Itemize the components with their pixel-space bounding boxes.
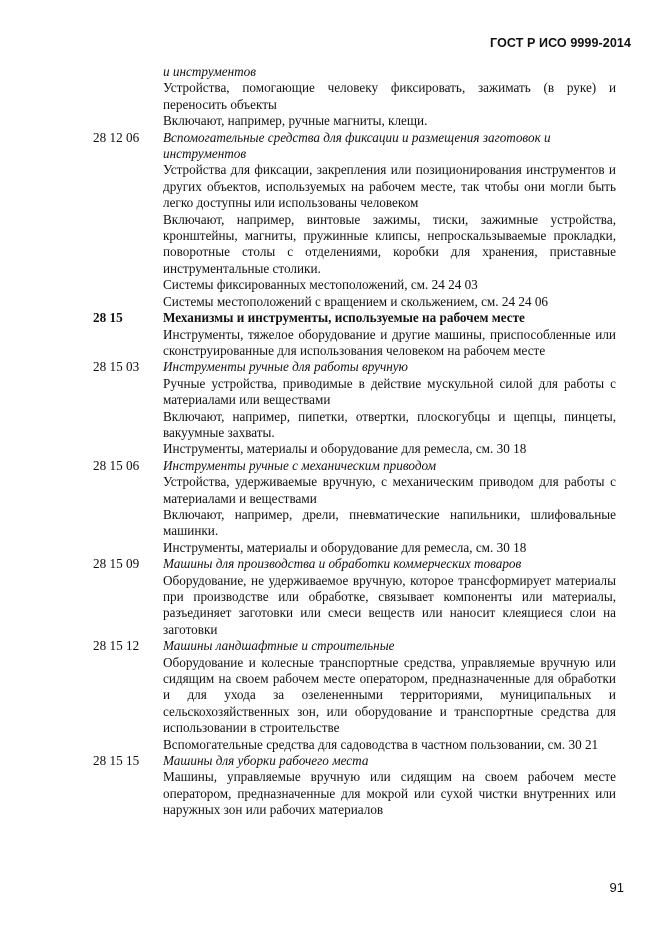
entries-list xyxy=(93,130,616,819)
entry-title: Машины для уборки рабочего места xyxy=(163,753,369,769)
entry-paragraph: Инструменты, материалы и оборудование для ремесла, см. 30 18 xyxy=(163,539,527,555)
entry-paragraph: Машины, управляемые вручную или сидящим на своем рабочем месте оператором, предназначенные для мокрой или сухой чистки внутренних или наружных зон или рабочих материалов xyxy=(163,769,616,818)
classification-entry xyxy=(93,556,616,638)
entry-paragraph: Включают, например, пипетки, отвертки, плоскогубцы и щепцы, пинцеты, вакуумные захваты. xyxy=(163,408,616,440)
entry-title: Инструменты ручные для работы вручную xyxy=(163,359,408,375)
entry-title: Машины ландшафтные и строительные xyxy=(163,638,395,654)
entry-code: 28 15 09 xyxy=(93,556,140,572)
entry-paragraph: Инструменты, материалы и оборудование для ремесла, см. 30 18 xyxy=(163,441,527,457)
entry-code: 28 15 03 xyxy=(93,359,140,375)
document-header: ГОСТ Р ИСО 9999-2014 xyxy=(490,36,631,50)
entry-paragraph: Ручные устройства, приводимые в действие мускульной силой для работы с материалами или веществами xyxy=(163,375,616,408)
entry-title: Инструменты ручные с механическим приводом xyxy=(163,457,437,473)
entry-code: 28 15 xyxy=(93,310,123,326)
classification-entry xyxy=(93,359,616,457)
entry-code: 28 15 15 xyxy=(93,753,140,769)
entry-paragraph: Системы фиксированных местоположений, см. 24 24 03 xyxy=(163,277,478,293)
entry-paragraph: Вспомогательные средства для садоводства в частном пользовании, см. 30 21 xyxy=(163,736,599,752)
entry-code: 28 15 12 xyxy=(93,638,140,654)
entry-paragraph: Системы местоположений с вращением и скольжением, см. 24 24 06 xyxy=(163,293,549,309)
entry-title: и инструментов xyxy=(163,64,257,79)
classification-entry xyxy=(93,638,616,753)
entry-paragraph: Оборудование, не удерживаемое вручную, которое трансформирует материалы при производстве или обработке, связывает компоненты или материалы, разъединяет заготовки или смеси веществ или наносит клеящиеся слои на заготовки xyxy=(163,572,616,637)
classification-entry xyxy=(93,310,616,359)
page-number: 91 xyxy=(609,880,624,895)
entry-paragraph: Устройства для фиксации, закрепления или позиционирования инструментов и других объектов, используемых на рабочем месте, так чтобы они могли быть легко доступны или использованы человеком xyxy=(163,162,616,211)
entry-paragraph: Включают, например, дрели, пневматические напильники, шлифовальные машинки. xyxy=(163,506,616,539)
entry-paragraph: Включают, например, винтовые зажимы, тиски, зажимные устройства, кронштейны, магниты, пружинные клипсы, непроскальзываемые прокладки, поворотные столы с отделениями, коробки для хранения, приставные инструментальные столики. xyxy=(163,211,616,276)
entry-continuation xyxy=(93,64,616,130)
entry-title: Машины для производства и обработки коммерческих товаров xyxy=(163,556,522,572)
entry-title: Механизмы и инструменты, используемые на рабочем месте xyxy=(163,310,525,326)
entry-paragraph: Устройства, помогающие человеку фиксировать, зажимать (в руке) и переносить объекты xyxy=(163,80,616,112)
entry-paragraph: Оборудование и колесные транспортные средства, управляемые вручную или сидящим на своем рабочем месте оператором, предназначенные для обработки и для ухода за озелененными территориями, муниципальных и сельскохозяйственных зон, или оборудование и транспортные средства для использовании в строительстве xyxy=(163,654,616,736)
classification-entry xyxy=(93,458,616,556)
entry-paragraph: Инструменты, тяжелое оборудование и другие машины, приспособленные или сконструированные для использования человеком на рабочем месте xyxy=(163,326,616,358)
classification-entry xyxy=(93,753,616,819)
entry-paragraph: Устройства, удерживаемые вручную, с механическим приводом для работы с материалами и веществами xyxy=(163,474,616,506)
entry-paragraph: Включают, например, ручные магниты, клещи. xyxy=(163,113,428,129)
classification-entry xyxy=(93,130,616,310)
entry-title: Вспомогательные средства для фиксации и размещения заготовок и инструментов xyxy=(163,129,551,162)
entry-code: 28 12 06 xyxy=(93,129,140,145)
entry-code: 28 15 06 xyxy=(93,457,140,473)
document-body xyxy=(93,64,616,819)
